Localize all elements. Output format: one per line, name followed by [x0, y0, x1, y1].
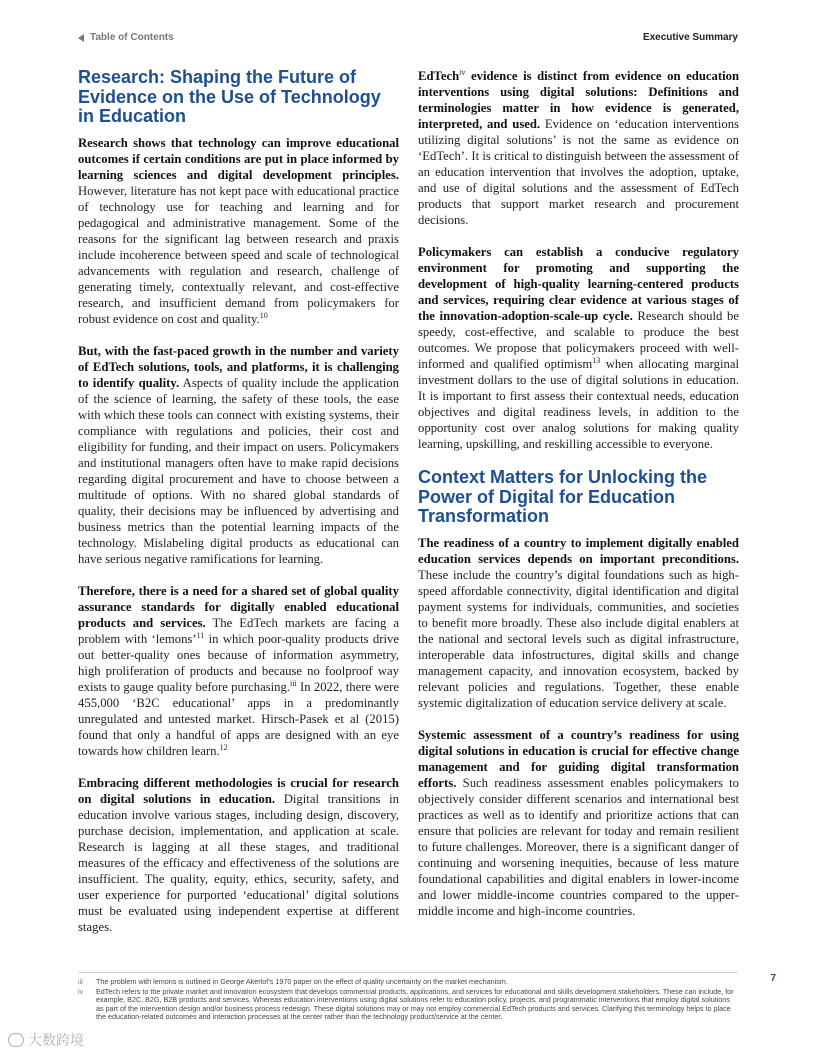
footnote-mark: iii [78, 977, 83, 986]
footnote-ref: 10 [259, 310, 268, 320]
watermark-logo-icon [8, 1033, 24, 1047]
footnote-ref: 11 [196, 630, 205, 640]
footnote-mark: iv [78, 986, 84, 996]
paragraph: Policymakers can establish a conducive regulatory environment for promoting and supporting the development of high-quality learning-centered products and services, requiring clear evidence at various stages of the innovation-adoption-scale-up cycle. Research should be speedy, cost-effective, and scalable to produce the best outcomes. We propose that policymakers proceed with well-informed and qualified optimism$^{13}$ when allocating marginal investment dollars to the use of digital solutions in education. It is important to first assess their contextual needs, education objectives and digital readiness levels, in addition to the opportunity cost over analog solutions for making quality learning, upskilling, and reskilling accessible to everyone. [418, 245, 740, 451]
footnotes [78, 972, 738, 1023]
paragraph: The readiness of a country to implement digitally enabled education services depends on important preconditions. These include the country’s digital foundations such as high-speed affordable connectivity, digital identification and digital payment systems for individuals, communities, and societies to benefit more broadly. These also include digital enablers at the national and sectoral levels such as digital infrastructure, interoperable data infostructures, digital skills and change management capacity, and innovation ecosystem, backed by relevant policies and regulations. Together, these enable systemic digitalization of education service delivery at scale. [418, 535, 739, 710]
footnote-text: EdTech refers to the private market and innovation ecosystem that develops commercial products, applications, and services for educational and skills development stakeholders. These can include, for example, B2C, B2G, B2B products and services. Whereas education interventions using digital solutions refer to education policy, projects, and programmatic interventions that employ digital solutions as part of the intervention design and/or business process redesign. These digital solutions may or may not employ commercial EdTech products and services. Clarifying this terminology helps to place the education-related outcomes and interaction processes at the center rather than the technology product/service at the center. [96, 986, 734, 1022]
toc-link-label: Table of Contents [90, 32, 174, 43]
footnote-text: The problem with lemons is outlined in George Akerlof’s 1970 paper on the effect of quality uncertainty on the market mechanism. [96, 977, 508, 986]
right-column [418, 68, 739, 935]
paragraph: Therefore, there is a need for a shared set of global quality assurance standards for digitally enabled educational products and services. The EdTech markets are facing a problem with ‘lemons’$^{11}$ in which poor-quality products drive out better-quality ones because of information asymmetry, high proliferation of products and because no foolproof way exists to gauge quality before purchasing.$^{iii}$ In 2022, there were 455,000 ‘B2C educational’ apps in a predominantly unregulated and untested market. Hirsch-Pasek et al (2015) found that only a handful of apps are designed with an eye towards how children learn.$^{12}$ [78, 583, 400, 758]
left-column [78, 68, 399, 951]
context-heading: Context Matters for Unlocking the Power of Digital for Education Transformation [418, 467, 708, 526]
footnote-ref: 12 [219, 742, 228, 752]
footnote-ref: iii [290, 678, 297, 688]
page-header [78, 32, 738, 48]
footnote [78, 978, 738, 987]
footnote [78, 988, 738, 1022]
paragraph: EdTech$^{iv}$ evidence is distinct from evidence on education interventions using digital solutions: Definitions and terminologies matter in how evidence is generated, interpreted, and used. Evidence on ‘education interventions utilizing digital solutions’ is not the same as evidence on ‘EdTech’. It is critical to distinguish between the assessment of an education intervention that involves the adoption, uptake, and use of digital solutions and the assessment of EdTech products that support market research and procurement decisions. [418, 67, 739, 227]
page-number: 7 [770, 973, 776, 984]
paragraph: Research shows that technology can improve educational outcomes if certain conditions are put in place informed by learning sciences and digital development principles. However, literature has not kept pace with educational practice of technology use for teaching and learning and for pedagogical and administrative management. Some of the reasons for the significant lag between research and praxis include incoherence between speed and scale of technological advancements with regulation and research, challenge of generating timely, contextually relevant, and cost-effective research, and insufficient demand from policymakers for robust evidence on cost and quality.$^{10}$ [78, 135, 399, 326]
footnote-ref: 13 [592, 355, 601, 365]
table-of-contents-link[interactable] [78, 32, 174, 43]
watermark-text: 大数跨境 [28, 1033, 84, 1049]
section-title: Executive Summary [642, 32, 738, 43]
watermark [8, 1030, 84, 1050]
paragraph: Systemic assessment of a country’s readiness for using digital solutions in education is crucial for effective change management and for guiding digital transformation efforts. Such readiness assessment enables policymakers to objectively consider different scenarios and international best practices as well as to identify and prioritize actions that can ensure that policies are relevant for today and remain resilient to future challenges. Moreover, there is a significant danger of continuing and worsening inequities, because of less mature foundational capabilities and digital enablers in lower-income and lower middle-income countries compared to the upper-middle income and high-income countries. [418, 727, 739, 918]
paragraph: Embracing different methodologies is crucial for research on digital solutions in education. Digital transitions in education involve various stages, including design, discovery, purchase decision, implementation, and application at scale. Research is lagging at all these stages, and traditional measures of the efficacy and effectiveness of the solutions are insufficient. The quality, equity, ethics, security, safety, and user experience for purported ‘educational’ digital solutions must be evaluated using independent expertise at different stages. [78, 775, 399, 934]
research-heading: Research: Shaping the Future of Evidence on the Use of Technology in Education [78, 67, 381, 126]
footnote-ref: iv [459, 67, 466, 77]
paragraph: But, with the fast-paced growth in the number and variety of EdTech solutions, tools, and platforms, it is challenging to identify quality. Aspects of quality include the application of the science of learning, the safety of these tools, the ease with which these tools can connect with existing systems, their compliance with regulations and policies, their cost and eligibility for funding, and their impact on users. Policymakers and institutional managers often have to make rapid decisions regarding digital procurement and have to choose between a multitude of options. With no shared global standards of quality, their decisions may be influenced by advertising and business metrics than the potential learning impacts of the technology. Mislabeling digital products as educational can have serious negative ramifications for learning. [78, 343, 399, 566]
arrow-left-icon [78, 34, 84, 42]
